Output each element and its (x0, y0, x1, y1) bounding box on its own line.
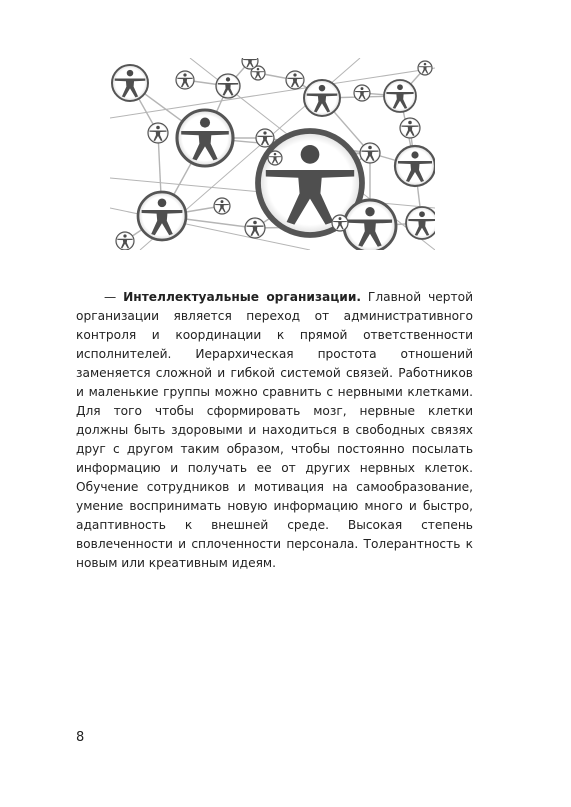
person-node-icon (138, 192, 186, 240)
person-node-icon (245, 218, 265, 238)
paragraph-lead: Интеллектуальные организации. (123, 290, 362, 304)
person-node-icon (395, 146, 435, 186)
person-node-icon (344, 200, 396, 250)
page-number: 8 (76, 730, 85, 745)
person-node-icon (176, 71, 194, 89)
person-node-icon (332, 215, 348, 231)
person-node-icon (384, 80, 416, 112)
person-node-icon (148, 123, 168, 143)
person-node-icon (214, 198, 230, 214)
person-node-icon (360, 143, 380, 163)
person-node-icon (242, 58, 258, 69)
network-people-illustration (110, 58, 435, 250)
dash: — (104, 290, 124, 304)
person-node-icon (304, 80, 340, 116)
person-node-icon (116, 232, 134, 250)
person-node-icon (354, 85, 370, 101)
person-node-icon (400, 118, 420, 138)
person-node-icon (112, 65, 148, 101)
paragraph-text: Главной чертой организации является переход от административного контроля и координации к прямой ответственности исполнителей. Иерархическая простота отношений заменяется сложной и гибкой системой связей. Работников и маленькие группы можно сравнить с нервными клетками. Для того чтобы сформировать мозг, нервные клетки должны быть здоровыми и находиться в свободных связях друг с другом таким образом, чтобы постоянно посылать информацию и получать ее от других нервных клеток. Обучение сотрудников и мотивация на самообразование, умение воспринимать новую информацию много и быстро, адаптивность к внешней среде. Высокая степень вовлеченности и сплоченности персонала. Толерантность к новым или креативным идеям. (76, 290, 473, 570)
person-node-icon (268, 151, 282, 165)
person-node-icon (406, 207, 435, 239)
person-node-icon (286, 71, 304, 89)
person-node-icon (418, 61, 432, 75)
person-node-icon (177, 110, 233, 166)
body-paragraph (76, 288, 473, 573)
person-node-icon (216, 74, 240, 98)
